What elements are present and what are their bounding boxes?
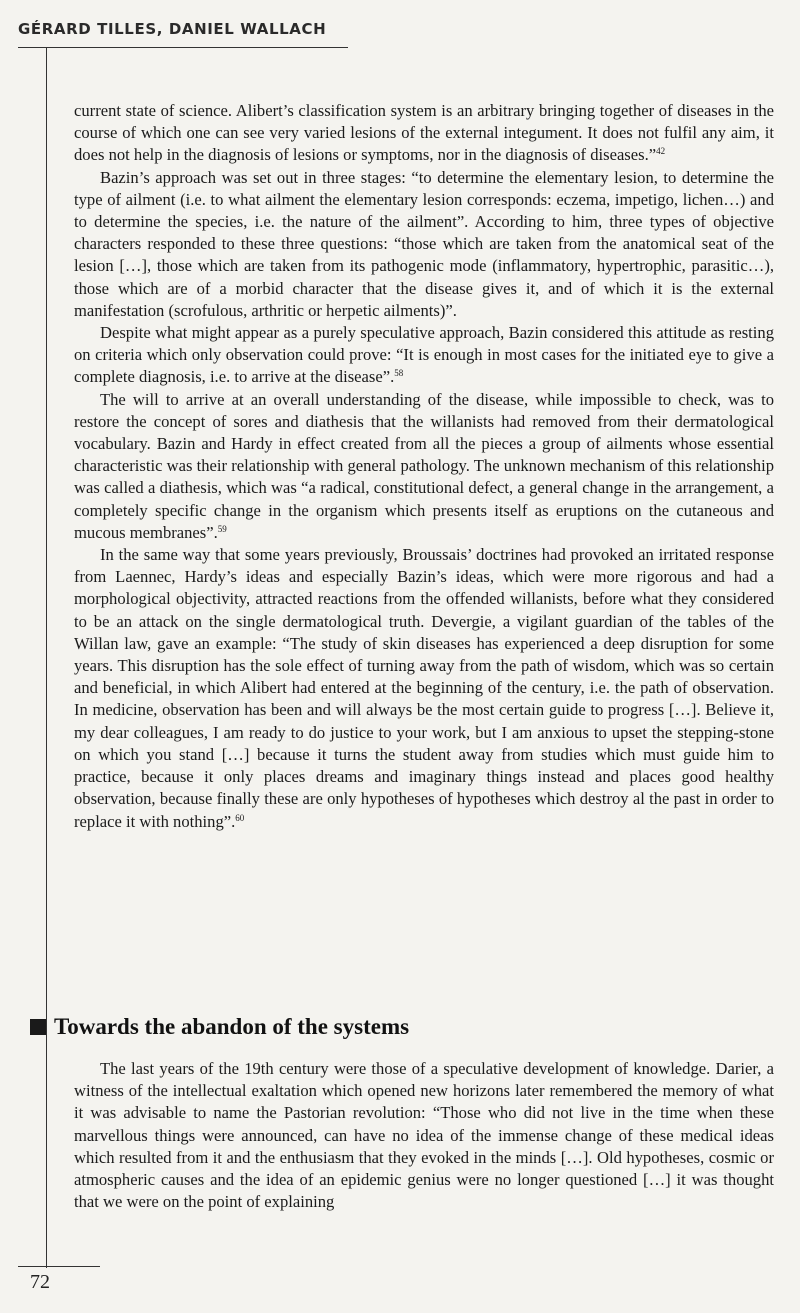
footnote-ref-59[interactable]: 59	[217, 523, 227, 534]
paragraph-4: The will to arrive at an overall understanding of the disease, while impossible to check, was to restore the concept of sores and diathesis that the willanists had removed from their dermatological vocabulary. Bazin and Hardy in effect created from all the pieces a group of ailments whose essential characteristic was their relationship with general pathology. The unknown mechanism of this relationship was called a diathesis, which was “a radical, constitutional defect, a general change in the arrangement, a completely specific change in the organism which presents itself as eruptions on the cutaneous and mucous membranes”.$^{59}$	[74, 389, 774, 542]
footnote-ref-42[interactable]: 42	[656, 146, 666, 157]
margin-rule	[46, 48, 47, 1268]
paragraph-1: current state of science. Alibert’s classification system is an arbitrary bringing together of diseases in the course of which one can see very varied lesions of the external integument. It does not fulfil any aim, it does not help in the diagnosis of lesions or symptoms, nor in the diagnosis of diseases.”$^{42}$	[74, 101, 774, 165]
body-text-section-1	[74, 100, 774, 833]
paragraph-5: In the same way that some years previously, Broussais’ doctrines had provoked an irritated response from Laennec, Hardy’s ideas and especially Bazin’s ideas, which were more rigorous and had a morphological objectivity, attracted reactions from the offended willanists, before what they considered to be an attack on the single dermatological truth. Devergie, a vigilant guardian of the tables of the Willan law, gave an example: “The study of skin diseases has experienced a deep disruption for some years. This disruption has the sole effect of turning away from the path of wisdom, which was so certain and beneficial, in which Alibert had entered at the beginning of the century, i.e. the path of observation. In medicine, observation has been and will always be the most certain guide to progress […]. Believe it, my dear colleagues, I am ready to do justice to your work, but I am anxious to upset the stepping-stone on which you stand […] because it turns the student away from studies which must guide him to practice, because it only places dreams and imaginary things instead and places good healthy observation, because finally these are only hypotheses of hypotheses which destroy al the past in order to replace it with nothing”.$^{60}$	[74, 545, 774, 831]
footnote-ref-58[interactable]: 58	[394, 368, 404, 379]
section-heading	[30, 1014, 774, 1040]
body-text-section-2	[74, 1058, 774, 1213]
running-head: GÉRARD TILLES, DANIEL WALLACH	[18, 20, 327, 38]
square-bullet-icon	[30, 1019, 46, 1035]
page-number: 72	[30, 1271, 50, 1293]
footer-rule	[18, 1266, 100, 1267]
paragraph-2: Bazin’s approach was set out in three stages: “to determine the elementary lesion, to determine the type of ailment (i.e. to what ailment the elementary lesion corresponds: eczema, impetigo, lichen…) and to determine the species, i.e. the nature of the ailment”. According to him, three types of objective characters responded to these three questions: “those which are taken from the anatomical seat of the lesion […], those which are taken from its pathogenic mode (inflammatory, hypertrophic, parasitic…), those which are of a morbid character that the disease gives it, and of which it is the external manifestation (scrofulous, arthritic or herpetic ailments)”.	[74, 167, 774, 320]
paragraph-6: The last years of the 19th century were those of a speculative development of knowledge. Darier, a witness of the intellectual exaltation which opened new horizons later remembered the memory of what it was advisable to name the Pastorian revolution: “Those who did not live in the time when these marvellous things were announced, can have no idea of the immense change of these medical ideas which resulted from it and the enthusiasm that they evoked in the minds […]. Old hypotheses, cosmic or atmospheric causes and the idea of an epidemic genius were no longer questioned […] it was thought that we were on the point of explaining	[74, 1059, 774, 1212]
header-rule	[18, 47, 348, 48]
section-heading-text: Towards the abandon of the systems	[54, 1014, 410, 1039]
footnote-ref-60[interactable]: 60	[235, 812, 245, 823]
paragraph-3: Despite what might appear as a purely speculative approach, Bazin considered this attitude as resting on criteria which only observation could prove: “It is enough in most cases for the initiated eye to give a complete diagnosis, i.e. to arrive at the disease”.$^{58}$	[74, 323, 774, 387]
